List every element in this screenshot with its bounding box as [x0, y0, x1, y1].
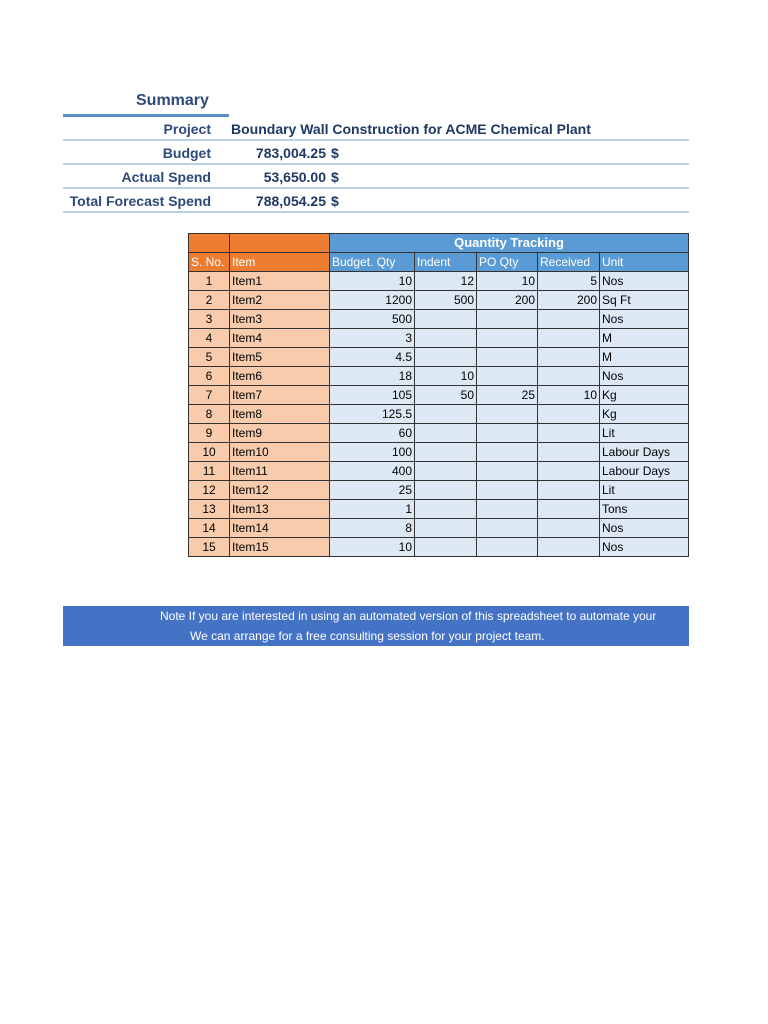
table-row [189, 462, 689, 481]
table-row [189, 500, 689, 519]
cell-sno: 15 [189, 538, 230, 557]
cell-sno: 1 [189, 272, 230, 291]
cell-received [538, 443, 600, 462]
cell-item: Item2 [230, 291, 330, 310]
cell-sno: 12 [189, 481, 230, 500]
cell-budget-qty: 1200 [330, 291, 415, 310]
note-line-1: Note If you are interested in using an automated version of this spreadsheet to automate your [160, 609, 657, 623]
header-po-qty: PO Qty [477, 253, 538, 272]
cell-sno: 4 [189, 329, 230, 348]
cell-po-qty [477, 405, 538, 424]
cell-item: Item1 [230, 272, 330, 291]
cell-received [538, 329, 600, 348]
cell-budget-qty: 8 [330, 519, 415, 538]
cell-sno: 9 [189, 424, 230, 443]
cell-received: 200 [538, 291, 600, 310]
table-row [189, 424, 689, 443]
cell-received [538, 348, 600, 367]
forecast-spend-row [63, 189, 689, 213]
cell-sno: 11 [189, 462, 230, 481]
summary-title: Summary [136, 92, 209, 109]
quantity-tracking-table [188, 233, 689, 557]
cell-item: Item14 [230, 519, 330, 538]
note-line-2: We can arrange for a free consulting session for your project team. [190, 629, 545, 643]
header-received: Received [538, 253, 600, 272]
cell-indent [415, 405, 477, 424]
table-body [189, 272, 689, 557]
cell-po-qty [477, 443, 538, 462]
cell-budget-qty: 25 [330, 481, 415, 500]
cell-received [538, 310, 600, 329]
cell-po-qty [477, 367, 538, 386]
cell-sno: 6 [189, 367, 230, 386]
cell-item: Item8 [230, 405, 330, 424]
cell-item: Item6 [230, 367, 330, 386]
table-row [189, 348, 689, 367]
cell-budget-qty: 500 [330, 310, 415, 329]
cell-unit: Tons [600, 500, 689, 519]
header-indent: Indent [415, 253, 477, 272]
cell-po-qty [477, 481, 538, 500]
cell-item: Item9 [230, 424, 330, 443]
table-row [189, 367, 689, 386]
header-blank [189, 234, 230, 253]
cell-indent: 500 [415, 291, 477, 310]
cell-indent [415, 424, 477, 443]
cell-indent: 12 [415, 272, 477, 291]
cell-received [538, 481, 600, 500]
cell-sno: 3 [189, 310, 230, 329]
cell-item: Item3 [230, 310, 330, 329]
cell-unit: M [600, 348, 689, 367]
cell-po-qty [477, 348, 538, 367]
cell-received [538, 538, 600, 557]
table-row [189, 443, 689, 462]
cell-indent [415, 329, 477, 348]
cell-indent: 10 [415, 367, 477, 386]
cell-budget-qty: 60 [330, 424, 415, 443]
cell-sno: 7 [189, 386, 230, 405]
note-banner [63, 606, 689, 646]
cell-received [538, 424, 600, 443]
budget-row [63, 141, 689, 165]
project-label: Project [163, 121, 211, 137]
cell-po-qty [477, 519, 538, 538]
cell-budget-qty: 125.5 [330, 405, 415, 424]
cell-po-qty: 200 [477, 291, 538, 310]
cell-unit: Nos [600, 272, 689, 291]
quantity-tracking-title: Quantity Tracking [330, 234, 689, 253]
cell-indent [415, 462, 477, 481]
cell-po-qty [477, 310, 538, 329]
budget-value: 783,004.25 [255, 145, 326, 161]
table-row [189, 291, 689, 310]
cell-budget-qty: 4.5 [330, 348, 415, 367]
table-row [189, 329, 689, 348]
cell-unit: Nos [600, 367, 689, 386]
cell-indent [415, 310, 477, 329]
cell-item: Item15 [230, 538, 330, 557]
cell-budget-qty: 100 [330, 443, 415, 462]
actual-spend-label: Actual Spend [121, 169, 211, 185]
cell-item: Item10 [230, 443, 330, 462]
cell-item: Item4 [230, 329, 330, 348]
cell-unit: Nos [600, 310, 689, 329]
cell-received [538, 519, 600, 538]
cell-sno: 10 [189, 443, 230, 462]
cell-unit: Nos [600, 519, 689, 538]
cell-budget-qty: 10 [330, 272, 415, 291]
cell-item: Item11 [230, 462, 330, 481]
table-row [189, 538, 689, 557]
cell-received: 5 [538, 272, 600, 291]
cell-unit: Kg [600, 405, 689, 424]
cell-budget-qty: 105 [330, 386, 415, 405]
cell-received [538, 405, 600, 424]
cell-budget-qty: 1 [330, 500, 415, 519]
budget-currency: $ [331, 145, 339, 161]
cell-sno: 2 [189, 291, 230, 310]
actual-spend-row [63, 165, 689, 189]
cell-budget-qty: 18 [330, 367, 415, 386]
cell-budget-qty: 10 [330, 538, 415, 557]
header-unit: Unit [600, 253, 689, 272]
cell-indent [415, 443, 477, 462]
table-row [189, 519, 689, 538]
cell-indent [415, 481, 477, 500]
forecast-spend-label: Total Forecast Spend [69, 193, 211, 209]
cell-budget-qty: 3 [330, 329, 415, 348]
header-item: Item [230, 253, 330, 272]
project-value: Boundary Wall Construction for ACME Chemical Plant [231, 121, 591, 137]
cell-indent: 50 [415, 386, 477, 405]
cell-po-qty [477, 500, 538, 519]
cell-indent [415, 538, 477, 557]
cell-po-qty [477, 329, 538, 348]
cell-item: Item5 [230, 348, 330, 367]
cell-po-qty [477, 538, 538, 557]
cell-sno: 5 [189, 348, 230, 367]
cell-unit: Kg [600, 386, 689, 405]
cell-unit: Labour Days [600, 462, 689, 481]
cell-received: 10 [538, 386, 600, 405]
cell-sno: 8 [189, 405, 230, 424]
table-row [189, 310, 689, 329]
table-row [189, 405, 689, 424]
actual-spend-currency: $ [331, 169, 339, 185]
cell-unit: Nos [600, 538, 689, 557]
cell-indent [415, 348, 477, 367]
forecast-spend-currency: $ [331, 193, 339, 209]
forecast-spend-value: 788,054.25 [255, 193, 326, 209]
cell-item: Item7 [230, 386, 330, 405]
cell-indent [415, 519, 477, 538]
cell-po-qty: 10 [477, 272, 538, 291]
header-blank [230, 234, 330, 253]
cell-unit: M [600, 329, 689, 348]
header-sno: S. No. [189, 253, 230, 272]
cell-sno: 13 [189, 500, 230, 519]
project-row [63, 117, 689, 141]
cell-unit: Lit [600, 481, 689, 500]
cell-unit: Labour Days [600, 443, 689, 462]
cell-budget-qty: 400 [330, 462, 415, 481]
table-row [189, 386, 689, 405]
cell-item: Item12 [230, 481, 330, 500]
cell-received [538, 367, 600, 386]
cell-received [538, 500, 600, 519]
table-row [189, 481, 689, 500]
table-row [189, 272, 689, 291]
header-budget-qty: Budget. Qty [330, 253, 415, 272]
cell-sno: 14 [189, 519, 230, 538]
cell-po-qty [477, 462, 538, 481]
cell-received [538, 462, 600, 481]
cell-indent [415, 500, 477, 519]
actual-spend-value: 53,650.00 [263, 169, 326, 185]
cell-unit: Lit [600, 424, 689, 443]
divider [63, 211, 689, 213]
cell-item: Item13 [230, 500, 330, 519]
budget-label: Budget [162, 145, 211, 161]
cell-po-qty [477, 424, 538, 443]
cell-po-qty: 25 [477, 386, 538, 405]
cell-unit: Sq Ft [600, 291, 689, 310]
